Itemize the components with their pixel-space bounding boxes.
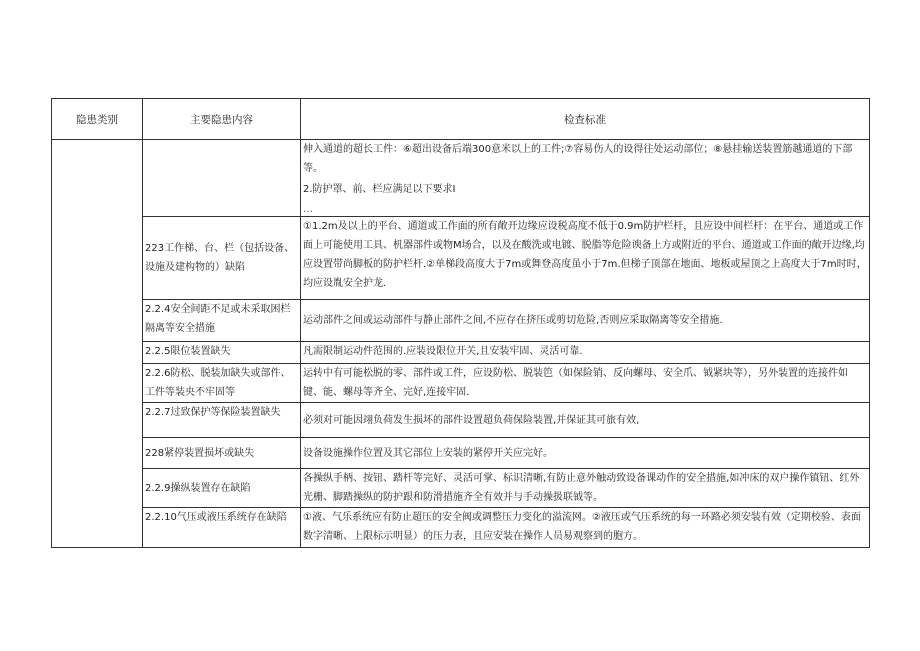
header-row — [52, 99, 870, 140]
standard-cell: 必须对可能因翊负荷发生损坏的部件设置超负荷保险装置,并保证其可旅有效, — [301, 403, 870, 438]
hazard-content-cell: 228紧停装置损坏或缺失 — [143, 438, 301, 469]
hazard-content-cell: 223工作梯、台、栏（包括设备、设施及建构物的）缺陷 — [143, 217, 301, 300]
table-row — [52, 469, 870, 508]
hazard-content-cell: 2.2.7过致保护等保险装置缺失 — [143, 403, 301, 438]
table-row — [52, 403, 870, 438]
standard-cell: 凡需限制运动件范围的.应装设限位开关,且安装牢固、灵活可靠. — [301, 342, 870, 364]
standard-cell: 各操纵手柄、按钮、踏杆等完好、灵活可掌、标识清晰,有防止意外触动致设备课动作的安全措施,如冲床的双户操作镇钮、红外光栅、脚踏操纵的防护跟和防滑措施齐全有效并与手动操扱联钺等。 — [301, 469, 870, 508]
table-row — [52, 508, 870, 548]
standard-cell: 设备设施操作位置及其它部位上安装的紧停开关应完好。 — [301, 438, 870, 469]
standard-line: … — [303, 204, 313, 215]
table-row — [52, 300, 870, 342]
standard-cell: ①1.2m及以上的平台、通道或工作面的所有敞开边缘应设税高度不低于0.9m防护栏杆，且应设中间栏杆：在平台、通道或工作面上可能使用工具、机器部件或物M场合，以及在酸洗或电镀、脱脂等危险谀备上方或附近的平台、通道或工作面的敞开边缘,均应设置带尚脚板的防护栏杆.②单梯段高度大于7m或舞登高度虽小于7m.但梯子顶部在地面、地板或屋顶之上高度大于7m时时，均应设胤安全护龙. — [301, 217, 870, 300]
hazard-content-cell — [143, 140, 301, 217]
header-standard: 检查标准 — [301, 99, 870, 140]
standard-cell: 运动部件之间或运动部件与静止部件之间,不应存在挤压或剪切危险,否则应采取隔离等安全措施. — [301, 300, 870, 342]
standard-line: 伸入通道的超长工件：⑥超出设备后端300意米以上的工件;⑦容易伤人的设得往处运动部位；⑧悬挂输送装置筋越通道的下部等。 — [303, 144, 853, 174]
table-row — [52, 438, 870, 469]
table-row — [52, 140, 870, 217]
category-cell — [52, 140, 143, 548]
table-row — [52, 364, 870, 403]
table-row — [52, 217, 870, 300]
header-category: 隐患类别 — [52, 99, 143, 140]
table-row — [52, 342, 870, 364]
standard-line: 2.防护罩、前、栏应满足以下要求I — [303, 184, 456, 195]
hazard-content-cell: 2.2.4安全间距不足或未采取困栏隔离等安全措施 — [143, 300, 301, 342]
hazard-content-cell: 2.2.5限位装置缺失 — [143, 342, 301, 364]
standard-cell — [301, 140, 870, 217]
header-content: 主要隐患内容 — [143, 99, 301, 140]
standard-cell: 运转中有可能松脱的零、部件或工件，应设防松、脱装笆（如保险销、反向螺母、安全爪、钺紧块等），另外装置的连接件如键、能、螺母等齐全、完好,连接牢固. — [301, 364, 870, 403]
hazard-standard-table — [51, 98, 870, 548]
hazard-content-cell: 2.2.10气压或液压系统存在缺陪 — [143, 508, 301, 548]
hazard-content-cell: 2.2.9操纵装置存在缺陷 — [143, 469, 301, 508]
hazard-content-cell: 2.2.6防松、脱装加缺失或部件、工件等装央不牢固等 — [143, 364, 301, 403]
standard-cell: ①液、气乐系统应有防止超压的安全阀或调整压力变化的溢流网。②液压或气压系统的每一环路必须安装有效（定期校验、表面数字清晰、上限标示明显）的压力表，且应安装在操作人员易观察到的胞方。 — [301, 508, 870, 548]
